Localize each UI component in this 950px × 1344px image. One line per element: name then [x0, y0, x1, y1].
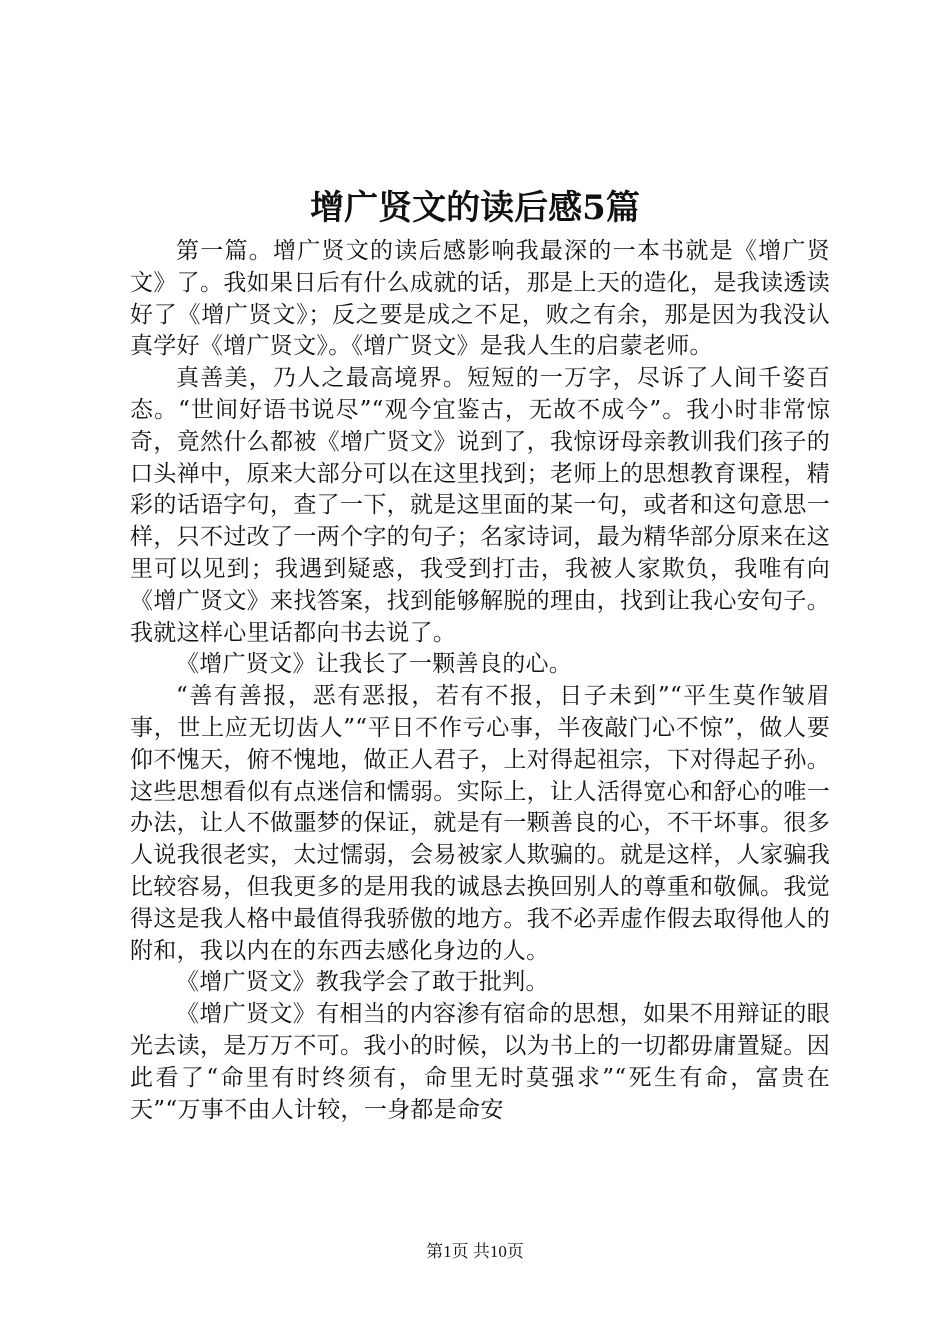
document-body [130, 236, 830, 1126]
page-number-footer: 第1页 共10页 [426, 1242, 524, 1261]
paragraph: 真善美，乃人之最高境界。短短的一万字，尽诉了人间千姿百态。“世间好语书说尽”“观今宜鉴古，无故不成今”。我小时非常惊奇，竟然什么都被《增广贤文》说到了，我惊讶母亲教训我们孩子的口头禅中，原来大部分可以在这里找到；老师上的思想教育课程，精彩的话语字句，查了一下，就是这里面的某一句，或者和这句意思一样，只不过改了一两个字的句子；名家诗词，最为精华部分原来在这里可以见到；我遇到疑惑，我受到打击，我被人家欺负，我唯有向《增广贤文》来找答案，找到能够解脱的理由，找到让我心安句子。我就这样心里话都向书去说了。 [130, 365, 830, 646]
paragraph: 《增广贤文》教我学会了敢于批判。 [176, 969, 549, 996]
paragraph: 《增广贤文》让我长了一颗善良的心。 [176, 651, 573, 678]
paragraph: “善有善报，恶有恶报，若有不报，日子未到”“平生莫作皱眉事，世上应无切齿人”“平日不作亏心事，半夜敲门心不惊”，做人要仰不愧天，俯不愧地，做正人君子，上对得起祖宗，下对得起子孙。这些思想看似有点迷信和懦弱。实际上，让人活得宽心和舒心的唯一办法，让人不做噩梦的保证，就是有一颗善良的心，不干坏事。很多人说我很老实，太过懦弱，会易被家人欺骗的。就是这样，人家骗我比较容易，但我更多的是用我的诚恳去换回别人的尊重和敬佩。我觉得这是我人格中最值得我骄傲的地方。我不必弄虚作假去取得他人的附和，我以内在的东西去感化身边的人。 [130, 683, 830, 964]
document-title: 增广贤文的读后感5篇 [310, 188, 640, 228]
paragraph: 第一篇。增广贤文的读后感影响我最深的一本书就是《增广贤文》了。我如果日后有什么成就的话，那是上天的造化，是我读透读好了《增广贤文》；反之要是成之不足，败之有余，那是因为我没认真学好《增广贤文》。《增广贤文》是我人生的启蒙老师。 [130, 238, 830, 360]
paragraph: 《增广贤文》有相当的内容渗有宿命的思想，如果不用辩证的眼光去读，是万万不可。我小的时候，以为书上的一切都毋庸置疑。因此看了“命里有时终须有，命里无时莫强求”“死生有命，富贵在天”“万事不由人计较，一身都是命安 [130, 1001, 830, 1123]
